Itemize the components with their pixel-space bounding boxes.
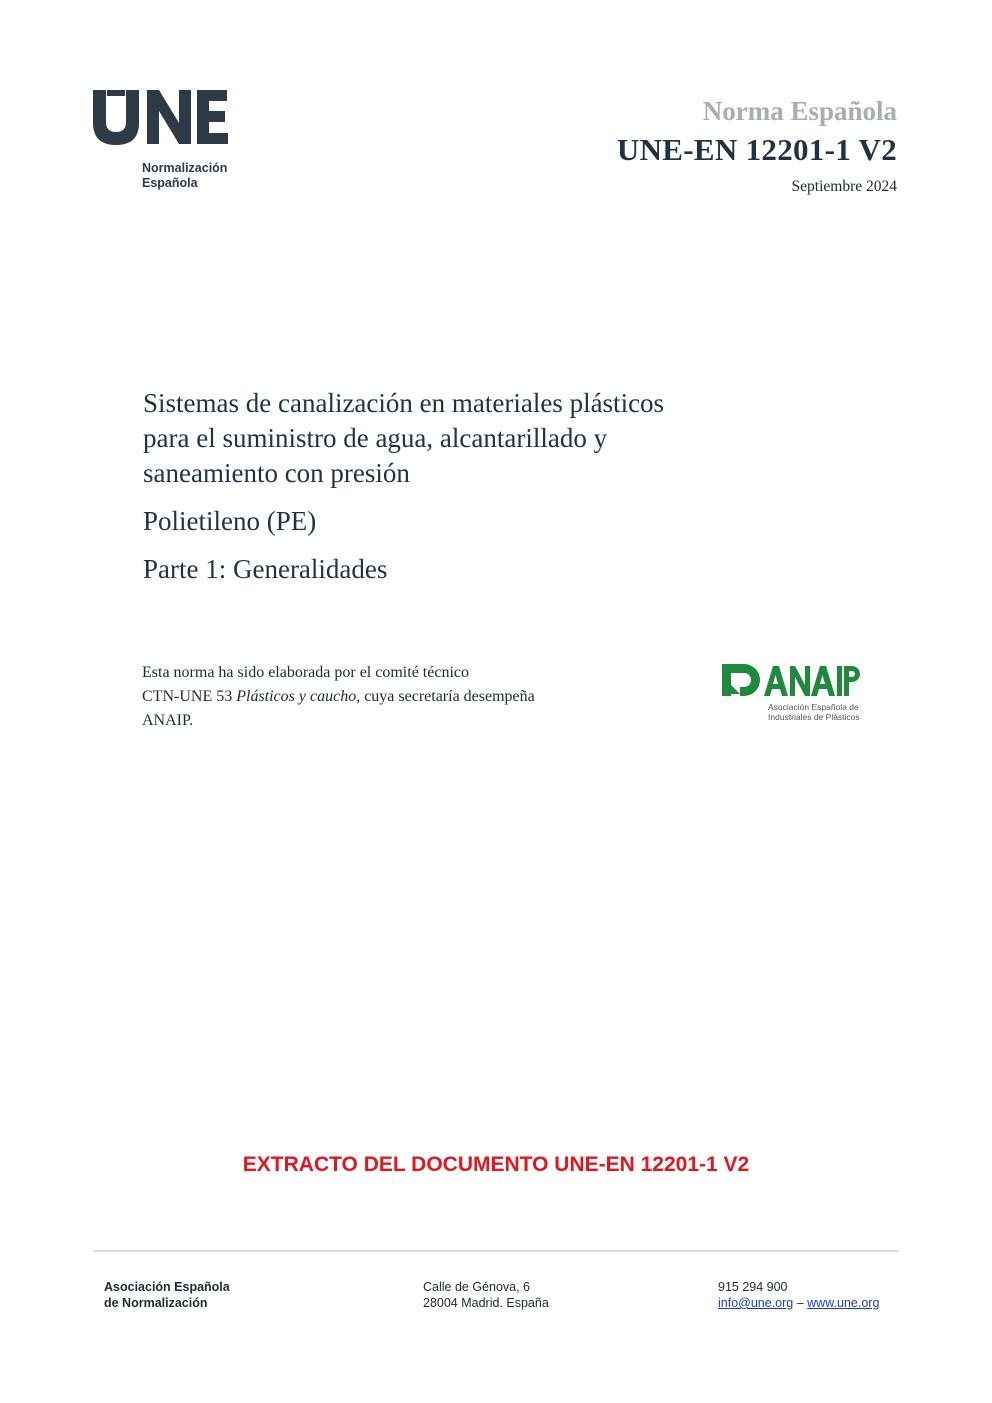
une-logo-subtitle-line: Española — [142, 176, 198, 190]
document-title-line: para el suministro de agua, alcantarillado y — [143, 423, 608, 453]
anaip-logo-subtitle-line: Industriales de Plásticos — [768, 712, 860, 722]
document-subtitle-part: Parte 1: Generalidades — [143, 554, 388, 584]
footer-link-separator: – — [793, 1296, 808, 1310]
publication-date: Septiembre 2024 — [791, 178, 897, 195]
footer-divider — [93, 1250, 899, 1252]
committee-code: CTN-UNE 53 — [142, 688, 237, 705]
une-logo-subtitle — [142, 161, 227, 191]
committee-name: Plásticos y caucho — [236, 688, 357, 705]
footer-phone: 915 294 900 — [718, 1280, 788, 1294]
committee-line — [142, 685, 672, 709]
footer-organization — [104, 1279, 230, 1311]
anaip-logo-mark — [720, 662, 860, 702]
footer-contact — [718, 1279, 879, 1311]
website-link[interactable]: www.une.org — [807, 1296, 880, 1310]
extract-notice: EXTRACTO DEL DOCUMENTO UNE-EN 12201-1 V2 — [242, 1153, 750, 1176]
committee-statement — [142, 661, 672, 733]
standard-kind: Norma Española — [702, 96, 897, 126]
footer-address-line: 28004 Madrid. España — [423, 1296, 549, 1310]
footer-links — [718, 1295, 879, 1311]
footer-address — [423, 1279, 549, 1311]
committee-line: ANAIP. — [142, 712, 194, 729]
standard-code: UNE-EN 12201-1 V2 — [616, 132, 897, 167]
committee-line-suffix: , cuya secretaría desempeña — [356, 688, 535, 705]
email-link[interactable]: info@une.org — [718, 1296, 794, 1310]
document-subtitle-material: Polietileno (PE) — [143, 506, 317, 536]
footer-organization-line: de Normalización — [104, 1296, 208, 1310]
document-title-block — [143, 386, 843, 587]
committee-line: Esta norma ha sido elaborada por el comité técnico — [142, 664, 469, 681]
anaip-logo-subtitle — [768, 702, 860, 722]
document-title-line: Sistemas de canalización en materiales plásticos — [143, 388, 665, 418]
une-logo-subtitle-line: Normalización — [142, 161, 228, 175]
document-title — [143, 386, 843, 491]
footer-organization-line: Asociación Española — [104, 1280, 230, 1294]
anaip-logo-subtitle-line: Asociación Española de — [768, 702, 859, 712]
footer-address-line: Calle de Génova, 6 — [423, 1280, 531, 1294]
une-logo-mark — [93, 88, 233, 148]
document-title-line: saneamiento con presión — [143, 458, 410, 488]
